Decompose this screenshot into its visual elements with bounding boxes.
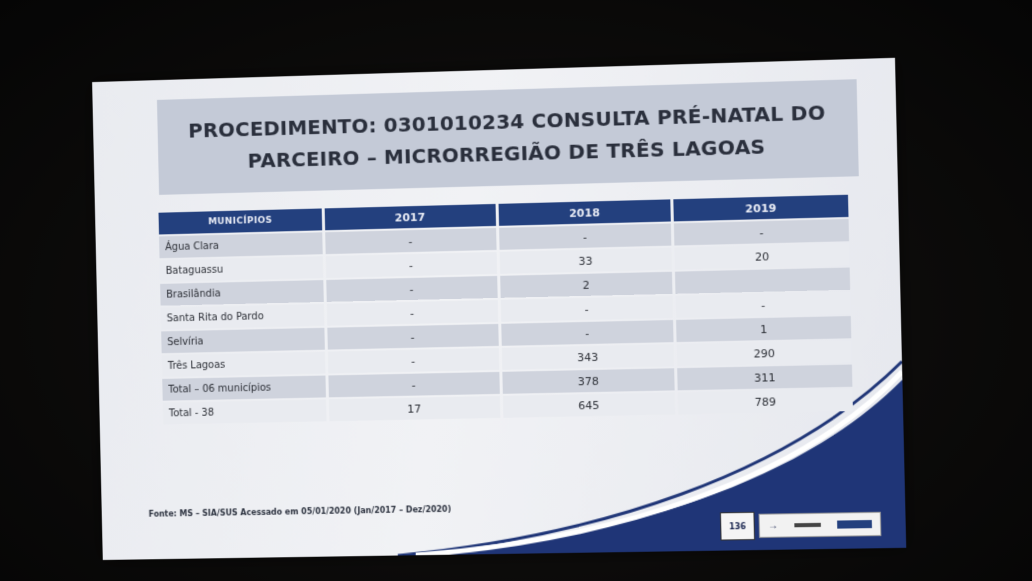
slide-title-line-2: PARCEIRO – MICRORREGIÃO DE TRÊS LAGOAS: [247, 134, 766, 173]
header-2019: 2019: [674, 195, 849, 222]
ministry-logo-icon: [837, 520, 872, 529]
municipio-name: Água Clara: [159, 232, 323, 258]
badge-number: 136: [728, 521, 747, 531]
value-2017: 17: [329, 396, 500, 421]
logo-mark-icon: [794, 523, 821, 527]
value-2017: -: [328, 348, 499, 374]
procedure-table: [156, 193, 857, 427]
value-2017: -: [326, 252, 497, 278]
value-2019: -: [674, 219, 849, 246]
value-2017: -: [326, 276, 497, 302]
value-2017: -: [328, 372, 499, 397]
header-2018: 2018: [498, 199, 671, 225]
value-2019: 20: [675, 243, 850, 269]
municipio-name: Santa Rita do Pardo: [161, 304, 325, 330]
phone-136-logo: [720, 512, 755, 541]
municipio-name: Total – 06 municípios: [162, 376, 326, 401]
presentation-slide: [92, 58, 906, 560]
municipio-name: Selvíria: [161, 328, 325, 353]
header-2017: 2017: [325, 204, 496, 230]
municipio-name: Bataguassu: [160, 256, 324, 282]
value-2018: -: [500, 296, 673, 322]
value-2019: 290: [677, 340, 852, 366]
municipio-name: Três Lagoas: [162, 352, 326, 377]
value-2019: 1: [676, 316, 851, 342]
value-2018: 33: [499, 248, 672, 274]
value-2019: [675, 268, 850, 294]
value-2018: -: [501, 320, 674, 346]
value-2018: -: [499, 223, 672, 249]
arrow-icon: →: [767, 519, 779, 532]
source-note: Fonte: MS – SIA/SUS Acessado em 05/01/2020 (Jan/2017 – Dez/2020): [148, 504, 452, 519]
header-municipios: MUNICÍPIOS: [159, 208, 323, 234]
value-2017: -: [325, 228, 496, 254]
value-2018: 343: [501, 344, 674, 370]
municipio-name: Total - 38: [163, 399, 327, 424]
slide-title-line-1: PROCEDIMENTO: 0301010234 CONSULTA PRÉ-NATAL DO: [188, 100, 826, 143]
value-2017: -: [327, 300, 498, 326]
value-2017: -: [327, 324, 498, 350]
value-2018: 2: [500, 272, 673, 298]
municipio-name: Brasilândia: [160, 280, 324, 306]
value-2019: 789: [678, 389, 853, 415]
value-2019: -: [676, 292, 851, 318]
title-band: [157, 79, 859, 195]
government-logos-strip: [759, 512, 882, 538]
value-2019: 311: [677, 365, 852, 391]
value-2018: 378: [502, 368, 675, 394]
value-2018: 645: [503, 392, 676, 417]
